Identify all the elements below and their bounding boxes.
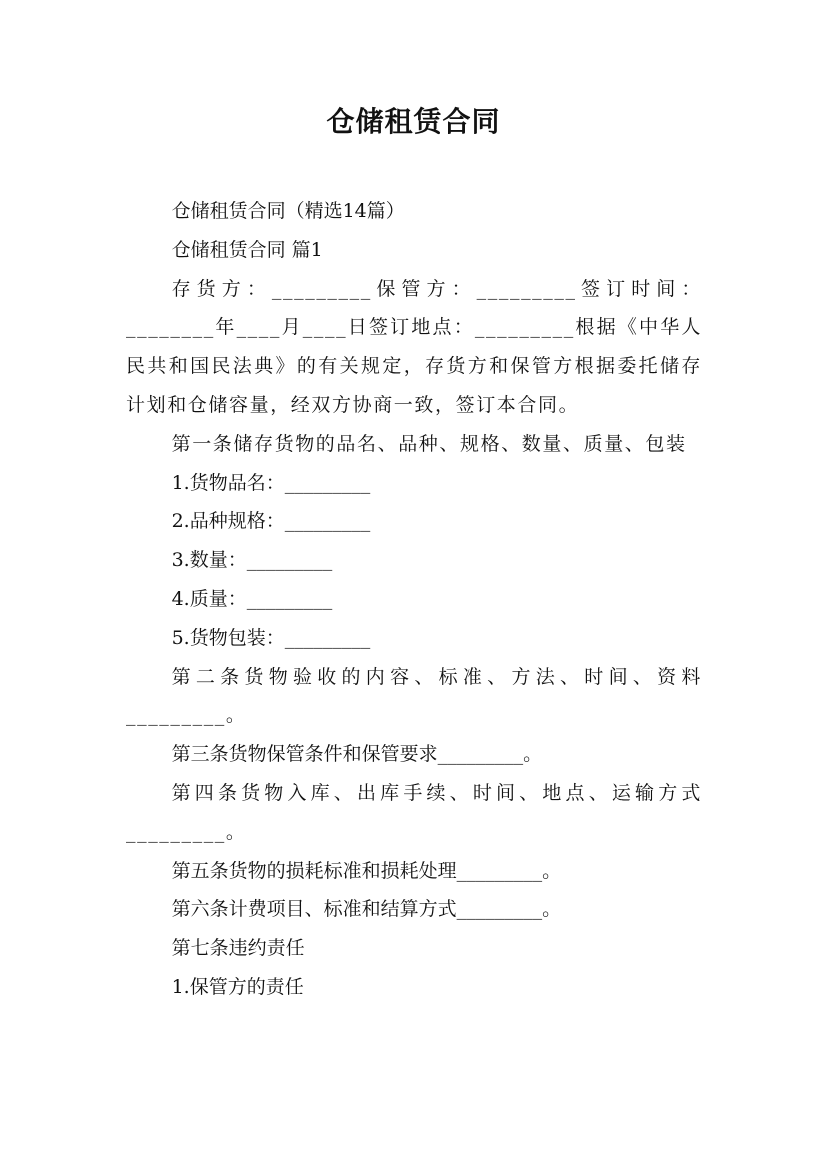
paragraph-section-heading: 仓储租赁合同 篇1 [171,238,323,261]
paragraph-item-goods-name: 1.货物品名：_________ [171,471,371,494]
paragraph-item-packaging: 5.货物包装：_________ [171,626,371,649]
paragraph-article-7-item-1: 1.保管方的责任 [171,975,304,998]
paragraph-item-spec: 2.品种规格：_________ [171,510,371,533]
paragraph-item-quantity: 3.数量：_________ [171,549,333,572]
paragraph-article-5: 第五条货物的损耗标准和损耗处理_________。 [171,859,562,882]
paragraph-item-quality: 4.质量：_________ [171,587,333,610]
paragraph-article-7: 第七条违约责任 [171,937,305,960]
paragraph-parties: 存货方：_________保管方：_________签订时间：________年____月____日签订地点：_________根据《中华人民共和国民法典》的有关规定，存货方和保管方根据委托储存计划和仓储容量，经双方协商一致，签订本合同。 [126,277,702,416]
document-title: 仓储租赁合同 [326,105,501,138]
paragraph-article-6: 第六条计费项目、标准和结算方式_________。 [171,898,562,921]
paragraph-subtitle: 仓储租赁合同（精选14篇） [171,200,405,222]
paragraph-article-1: 第一条储存货物的品名、品种、规格、数量、质量、包装 [171,432,687,455]
document-body [126,192,702,1007]
paragraph-article-2: 第二条货物验收的内容、标准、方法、时间、资料_________。 [126,665,702,727]
paragraph-article-3: 第三条货物保管条件和保管要求_________。 [171,743,543,766]
paragraph-article-4: 第四条货物入库、出库手续、时间、地点、运输方式_________。 [126,781,702,843]
